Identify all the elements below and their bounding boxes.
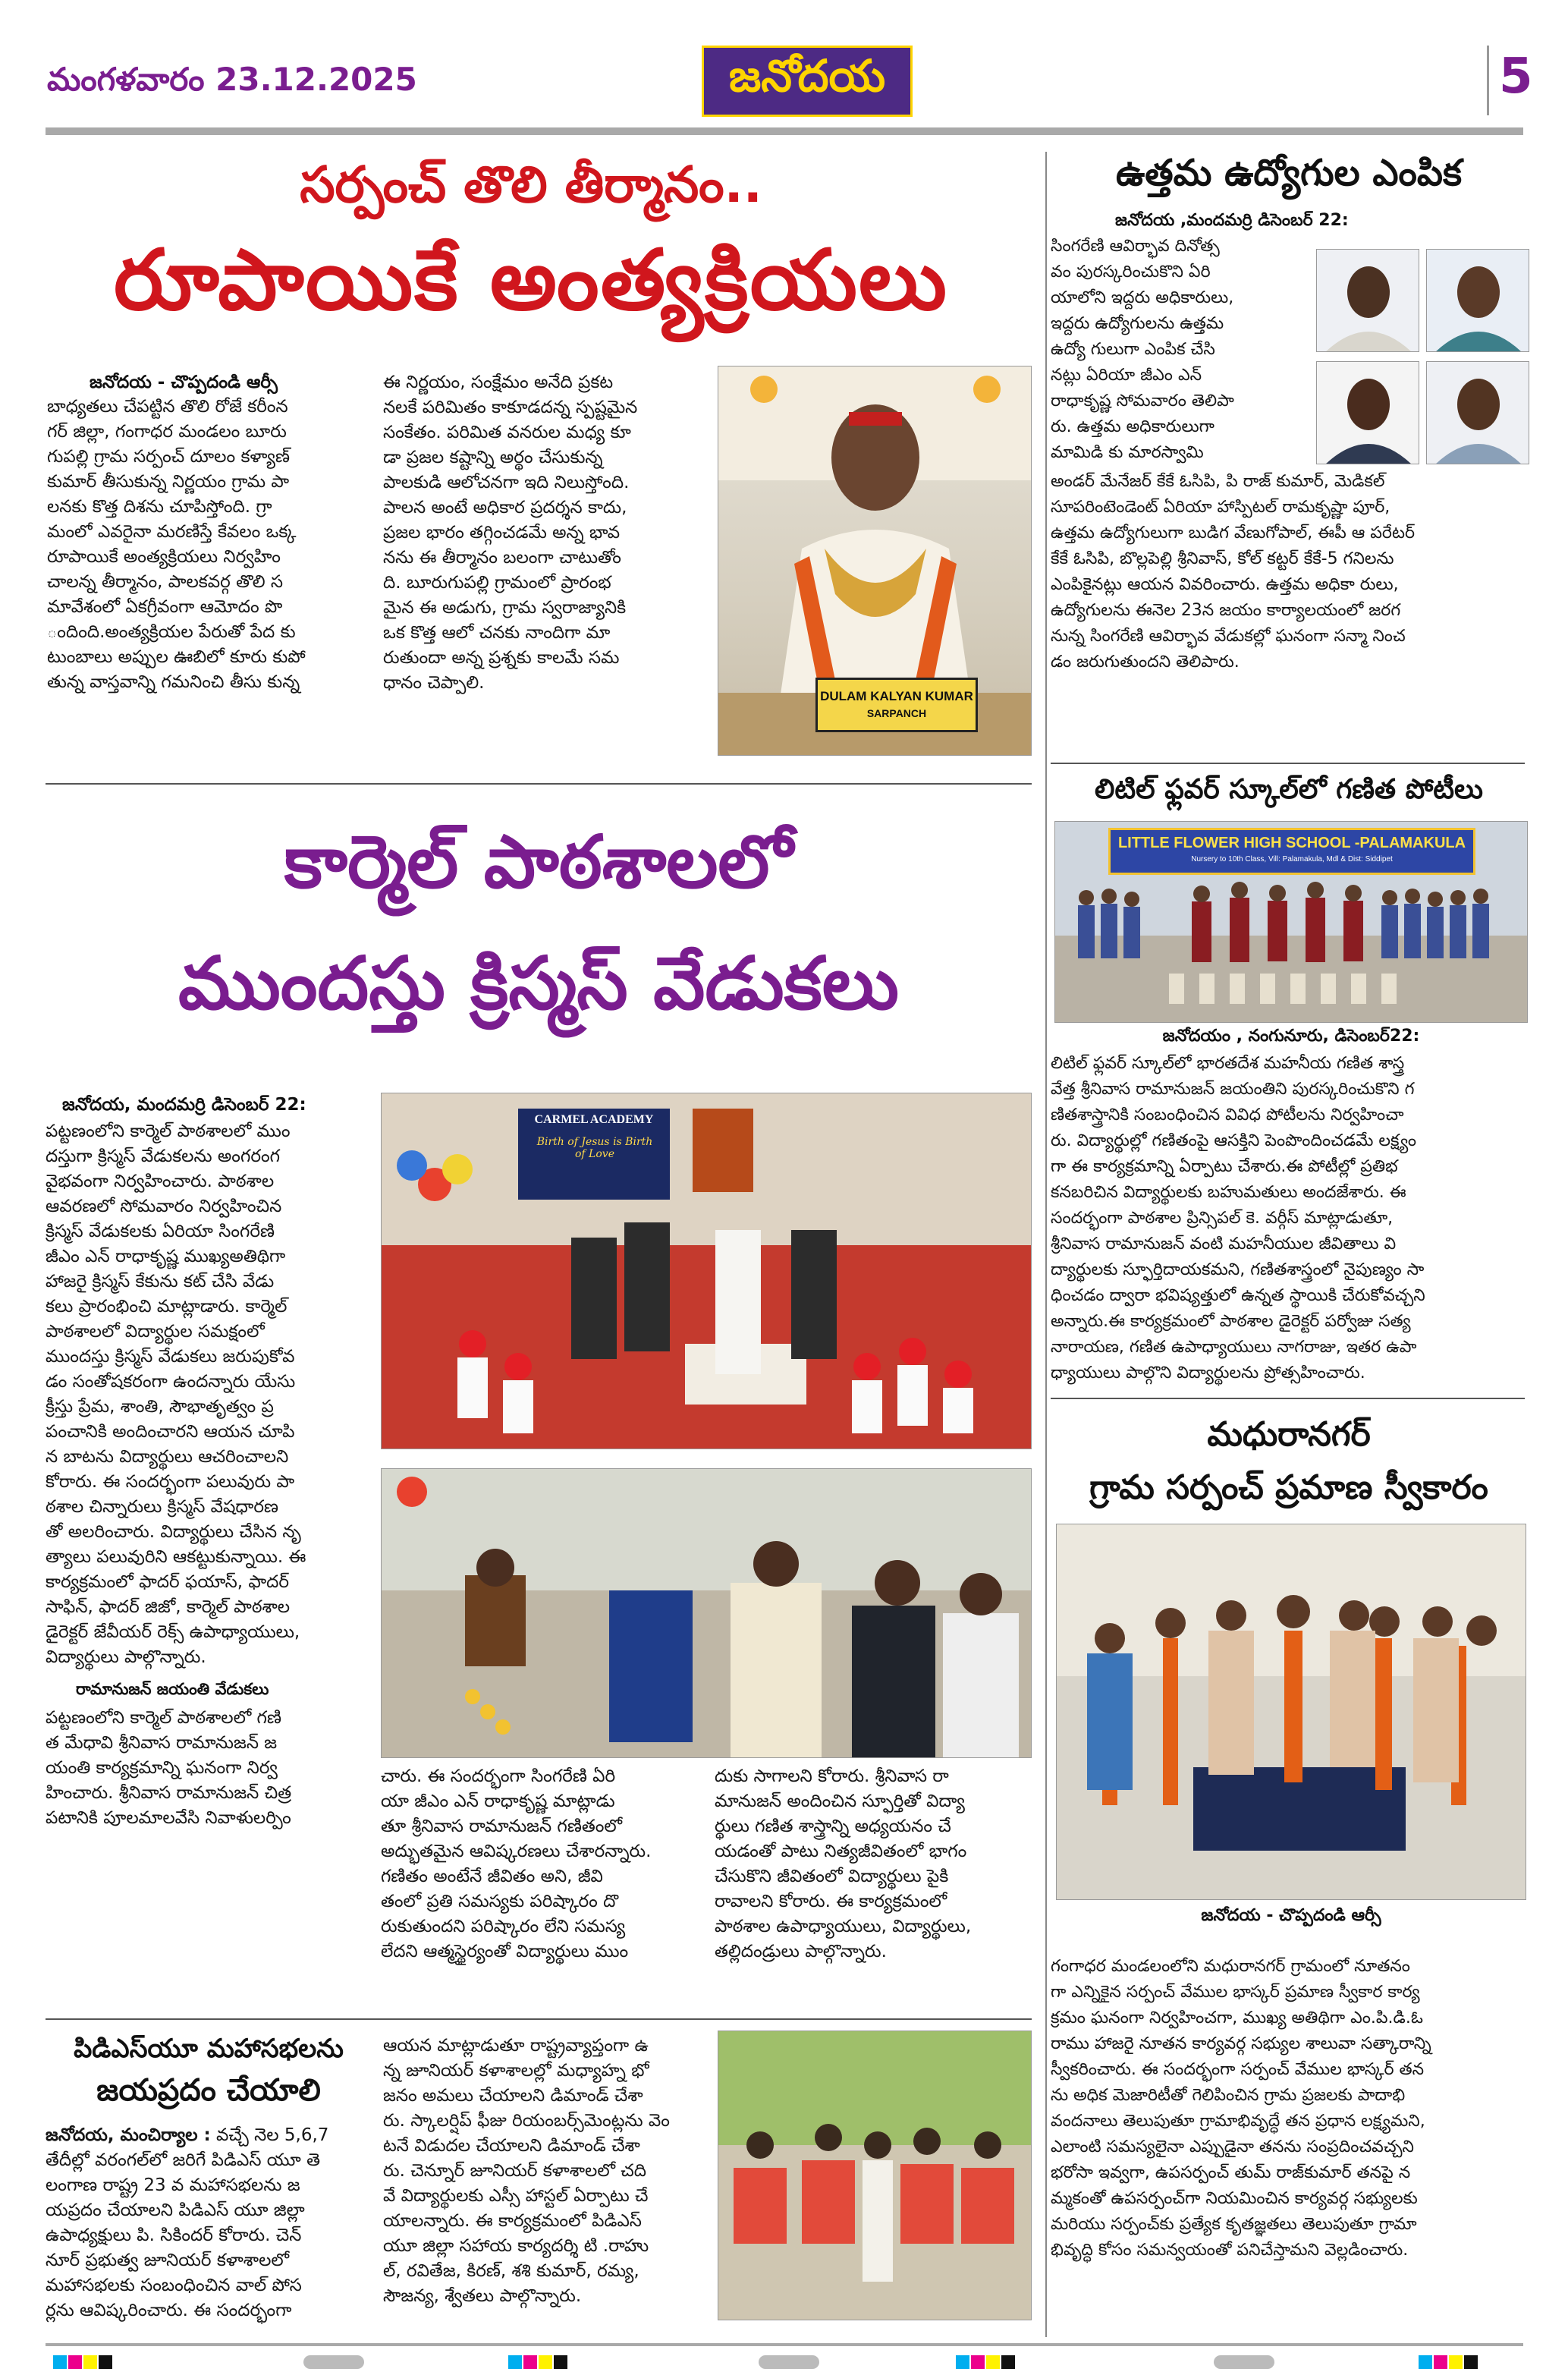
registration-marks — [53, 2355, 1517, 2370]
carmel-banner-script: Birth of Jesus is Birth of Love — [536, 1136, 653, 1160]
madhuranagar-headline-1: మధురానగర్ — [1207, 1415, 1371, 1454]
littleflower-headline: లిటిల్ ఫ్లవర్ స్కూల్‌లో గణిత పోటీలు — [1094, 774, 1483, 805]
uttama-byline: జనోదయ ,మందమర్రి డిసెంబర్ 22: — [1115, 211, 1349, 230]
employee-photo-2 — [1426, 249, 1529, 352]
carmel-col3: దుకు సాగాలని కోరారు. శ్రీనివాస రా మానుజన్ అందించిన స్ఫూర్తితో విద్యా ర్థులు గణిత శాస్త్రాన్ని అధ్యయనం చే యడంతో పాటు నిత్యజీవితంలో భాగం చేసుకొని జీవితంలో విద్యార్థులు పైకి రావాలని కోరారు. ఈ కార్యక్రమంలో పాఠశాల ఉపాధ్యాయులు, విద్యార్థులు, తల్లిదండ్రులు పాల్గొన్నారు. — [715, 1766, 972, 1961]
littleflower-body: లిటిల్ ఫ్లవర్ స్కూల్‌లో భారతదేశ మహనీయ గణిత శాస్త్ర వేత్త శ్రీనివాస రామానుజన్ జయంతిని పురస్కరించుకొని గ ణితశాస్త్రానికి సంబంధించిన వివిధ పోటీలను నిర్వహించా రు. విద్యార్థుల్లో గణితంపై ఆసక్తిని పెంపొందించడమే లక్ష్యం గా ఈ కార్యక్రమాన్ని ఏర్పాటు చేశారు.ఈ పోటీల్లో ప్రతిభ కనబరిచిన విద్యార్థులకు బహుమతులు అందజేశారు. ఈ సందర్భంగా పాఠశాల ప్రిన్సిపల్ కె. వర్గీస్ మాట్లాడుతూ, శ్రీనివాస రామానుజన్ వంటి మహనీయుల జీవితాలు వి ద్యార్థులకు స్ఫూర్తిదాయకమని, గణితశాస్త్రంలో నైపుణ్యం సా ధించడం ద్వారా భవిష్యత్తులో ఉన్నత స్థాయికి చేరుకోవచ్చని అన్నారు.ఈ కార్యక్రమంలో పాఠశాల డైరెక్టర్ పర్వోజు సత్య నారాయణ, గణిత ఉపాధ్యాయులు నాగరాజు, ఇతర ఉపా ధ్యాయులు పాల్గొని విద్యార్థులను ప్రోత్సహించారు. — [1051, 1054, 1425, 1383]
pdsu-headline-1: పిడిఎస్‌యూ మహాసభలను — [74, 2034, 344, 2064]
nameplate-title: SARPANCH — [866, 707, 927, 719]
brand-logo-text: జనోదయ — [728, 49, 886, 102]
cake-cutting-figure — [382, 1093, 1032, 1449]
reg-pill-2 — [759, 2355, 819, 2369]
uttama-bottom-rule — [1051, 763, 1525, 764]
uttama-headline: ఉత్తమ ఉద్యోగుల ఎంపిక — [1115, 152, 1463, 194]
footer-rule — [46, 2343, 1523, 2346]
madhuranagar-headline-2: గ్రామ సర్పంచ్ ప్రమాణ స్వీకారం — [1089, 1468, 1488, 1507]
tribute-figure — [382, 1469, 1032, 1758]
school-banner-sub: Nursery to 10th Class, Vill: Palamakula, Mdl & Dist: Siddipet — [1191, 855, 1393, 863]
littleflower-photo — [1054, 821, 1528, 1023]
masthead-rule — [46, 127, 1523, 135]
employee-photo-3 — [1316, 361, 1419, 464]
reg-pill-3 — [1214, 2355, 1274, 2369]
littleflower-caption: జనోదయం , నంగునూరు, డిసెంబర్22: — [1162, 1027, 1420, 1046]
uttama-wide: అండర్ మేనేజర్ కేకే ఓసిపి, పి రాజ్ కుమార్, మెడికల్ సూపరింటెండెంట్ ఏరియా హాస్పిటల్ రామకృష్ణా పూర్, ఉత్తమ ఉద్యోగులుగా బుడిగ వేణుగోపాల్, ఈపీ ఆ పరేటర్ కేకే ఓసిపి, బొల్లపెల్లి శ్రీనివాస్, కోల్ కట్టర్ కేకే-5 గనిలను ఎంపికైనట్లు ఆయన వివరించారు. ఉత్తమ అధికా రులు, ఉద్యోగులను ఈనెల 23న జయం కార్యాలయంలో జరగ నున్న సింగరేణి ఆవిర్భావ వేడుకల్లో ఘనంగా సన్మా నించ డం జరుగుతుందని తెలిపారు. — [1051, 472, 1415, 672]
carmel-headline-2: ముందస్తు క్రిస్మస్ వేడుకలు — [178, 941, 900, 1026]
masthead-date: మంగళవారం 23.12.2025 — [47, 61, 417, 98]
oath-ceremony-figure — [1057, 1524, 1526, 1900]
carmel-col1: పట్టణంలోని కార్మెల్ పాఠశాలలో ముం దస్తుగా క్రిస్మస్ వేడుకలను అంగరంగ వైభవంగా నిర్వహించారు. పాఠశాల ఆవరణలో సోమవారం నిర్వహించిన క్రిస్మస్ వేడుకలకు ఏరియా సింగరేణి జీఎం ఎన్ రాధాకృష్ణ ముఖ్యఅతిథిగా హాజరై క్రిస్మస్ కేకును కట్ చేసి వేడు కలు ప్రారంభించి మాట్లాడారు. కార్మెల్ పాఠశాలలో విద్యార్థుల సమక్షంలో ముందస్తు క్రిస్మస్ వేడుకలు జరుపుకోవ డం సంతోషకరంగా ఉందన్నారు యేసు క్రీస్తు ప్రేమ, శాంతి, సౌభాతృత్వం ప్ర పంచానికి అందించారని ఆయన చూపి న బాటను విద్యార్థులు ఆచరించాలని కోరారు. ఈ సందర్భంగా పలువురు పా ఠశాల చిన్నారులు క్రిస్మస్ వేషధారణ తో అలరించారు. విద్యార్థులు చేసిన నృ త్యాలు పలువురిని ఆకట్టుకున్నాయి. ఈ కార్యక్రమంలో ఫాదర్ ఫయాస్, ఫాదర్ సాఫిన్, ఫాదర్ జిజో, కార్మెల్ పాఠశాల డైరెక్టర్ జేవీయర్ రెక్స్ ఉపాధ్యాయులు, విద్యార్థులు పాల్గొన్నారు. — [46, 1121, 306, 1667]
madhuranagar-body: గంగాధర మండలంలోని మధురానగర్ గ్రామంలో నూతనం గా ఎన్నికైన సర్పంచ్ వేముల భాస్కర్ ప్రమాణ స్వీకార కార్య క్రమం ఘనంగా నిర్వహించగా, ముఖ్య అతిథిగా ఎం.పి.డి.ఓ రాము హాజరై నూతన కార్యవర్గ సభ్యుల శాలువా సత్కారాన్ని స్వీకరించారు. ఈ సందర్భంగా సర్పంచ్ వేముల భాస్కర్ తన ను అధిక మెజారిటీతో గెలిపించిన గ్రామ ప్రజలకు పాదాభి వందనాలు తెలుపుతూ గ్రామాభివృద్ధే తన ప్రధాన లక్ష్యమని, ఎలాంటి సమస్యలైనా ఎప్పుడైనా తనను సంప్రదించవచ్చని భరోసా ఇవ్వగా, ఉపసర్పంచ్ తుమ్ రాజ్‌కుమార్ తనపై న మ్మకంతో ఉపసర్పంచ్‌గా నియమించిన కార్యవర్గ సభ్యులకు మరియు సర్పంచ్‌కు ప్రత్యేక కృతజ్ఞతలు తెలుపుతూ గ్రామా భివృద్ధి కోసం సమన్వయంతో పనిచేస్తామని వెల్లడించారు. — [1051, 1957, 1431, 2260]
pdsu-col1 — [46, 2123, 372, 2323]
reg-strip-4 — [1419, 2355, 1479, 2372]
lead-byline: జనోదయ - చొప్పదండి ఆర్సీ — [90, 373, 278, 392]
uttama-narrow: సింగరేణి ఆవిర్భావ దినోత్స వం పురస్కరించుకొని ఏరి యాలోని ఇద్దరు అధికారులు, ఇద్దరు ఉద్యోగులను ఉత్తమ ఉద్యో గులుగా ఎంపిక చేసి నట్లు ఏరియా జీఎం ఎన్ రాధాకృష్ణ సోమవారం తెలిపా రు. ఉత్తమ అధికారులుగా మామిడి కు మారస్వామి — [1051, 237, 1234, 462]
pdsu-headline-2: జయప్రదం చేయాలి — [96, 2073, 321, 2108]
employee-photo-1 — [1316, 249, 1419, 352]
madhuranagar-caption: జనోదయ - చొప్పదండి ఆర్సీ — [1201, 1906, 1381, 1925]
carmel-col1b: పట్టణంలోని కార్మెల్ పాఠశాలలో గణి త మేధావి శ్రీనివాస రామానుజన్ జ యంతి కార్యక్రమాన్ని ఘనంగా నిర్వ హించారు. శ్రీనివాస రామానుజన్ చిత్ర పటానికి పూలమాలవేసి నివాళులర్పిం — [46, 1708, 292, 1828]
reg-strip-1 — [53, 2355, 114, 2372]
carmel-bottom-rule — [46, 2018, 1032, 2020]
pdsu-col2: ఆయన మాట్లాడుతూ రాష్ట్రవ్యాప్తంగా ఉ న్న జూనియర్ కళాశాలల్లో మధ్యాహ్న భో జనం అమలు చేయాలని డిమాండ్ చేశా రు. స్కాలర్షిప్ ఫీజు రియంబర్స్‌మెంట్లను వెం టనే విడుదల చేయాలని డిమాండ్ చేశా రు. చెన్నూర్ జూనియర్ కళాశాలలో చది వే విద్యార్థులకు ఎస్సీ హాస్టల్ ఏర్పాటు చే యాలన్నారు. ఈ కార్యక్రమంలో పిడిఎస్ యూ జిల్లా సహాయ కార్యదర్శి టి .రాహు ల్, రవితేజ, కిరణ్, శశి కుమార్, రమ్య, సౌజన్య, శ్వేతలు పాల్గొన్నారు. — [383, 2036, 670, 2306]
carmel-byline: జనోదయ, మందమర్రి డిసెంబర్ 22: — [62, 1095, 306, 1115]
masthead-page-divider — [1487, 46, 1489, 115]
pdsu-col1-text: వచ్చే నెల 5,6,7 తేదీల్లో వరంగల్‌లో జరిగే పిడిఎస్ యూ తె లంగాణ రాష్ట్ర 23 వ మహాసభలను జ యప్రదం చేయాలని పిడిఎస్ యూ జిల్లా ఉపాధ్యక్షులు పి. సికిందర్ కోరారు. చెన్ నూర్ ప్రభుత్వ జూనియర్ కళాశాలలో మహాసభలకు సంబంధించిన వాల్ పోస ర్లను ఆవిష్కరించారు. ఈ సందర్భంగా — [46, 2125, 329, 2320]
school-banner-title: LITTLE FLOWER HIGH SCHOOL -PALAMAKULA — [1117, 835, 1466, 851]
lead-col2: ఈ నిర్ణయం, సంక్షేమం అనేది ప్రకట నలకే పరిమితం కాకూడదన్న స్పష్టమైన సంకేతం. పరిమిత వనరుల మధ్య కూ డా ప్రజల కష్టాన్ని అర్థం చేసుకున్న పాలకుడి ఆలోచనగా ఇది నిలుస్తోంది. పాలన అంటే అధికార ప్రదర్శన కాదు, ప్రజల భారం తగ్గించడమే అన్న భావ నను ఈ తీర్మానం బలంగా చాటుతోం ది. బూరుగుపల్లి గ్రామంలో ప్రారంభ మైన ఈ అడుగు, గ్రామ స్వరాజ్యానికి ఒక కొత్త ఆలో చనకు నాందిగా మా రుతుందా అన్న ప్రశ్నకు కాలమే సమ ధానం చెప్పాలి. — [383, 373, 638, 693]
employee-photo-4 — [1426, 361, 1529, 464]
ramanujan-tribute-photo — [381, 1468, 1032, 1758]
lead-kicker: సర్పంచ్ తొలి తీర్మానం.. — [300, 156, 762, 214]
madhuranagar-photo — [1056, 1524, 1526, 1900]
carmel-col2: చారు. ఈ సందర్భంగా సింగరేణి ఏరి యా జీఎం ఎన్ రాధాకృష్ణ మాట్లాడు తూ శ్రీనివాస రామానుజన్ గణితంలో అద్భుతమైన ఆవిష్కరణలు చేశారన్నారు. గణితం అంటేనే జీవితం అని, జీవి తంలో ప్రతి సమస్యకు పరిష్కారం దొ రుకుతుందని పరిష్కారం లేని సమస్య లేదని ఆత్మస్థైర్యంతో విద్యార్థులు ముం — [381, 1766, 652, 1961]
right-column-rule — [1045, 152, 1047, 2337]
pdsu-poster-photo — [718, 2031, 1032, 2320]
carmel-cake-photo — [381, 1093, 1032, 1449]
reg-strip-3 — [956, 2355, 1017, 2372]
lead-bottom-rule — [46, 783, 1032, 785]
lead-col1: బాధ్యతలు చేపట్టిన తొలి రోజే కరీంన గర్ జిల్లా, గంగాధర మండలం బూరు గుపల్లి గ్రామ సర్పంచ్ దూలం కళ్యాణ్ కుమార్ తీసుకున్న నిర్ణయం గ్రామ పా లనకు కొత్త దిశను చూపిస్తోంది. గ్రా మంలో ఎవరైనా మరణిస్తే కేవలం ఒక్క రూపాయికే అంత్యక్రియలు నిర్వహిం చాలన్న తీర్మానం, పాలకవర్గ తొలి స మావేశంలో ఏకగ్రీవంగా ఆమోదం పొ ందింది.అంత్యక్రియల పేరుతో పేద కు టుంబాలు అప్పుల ఊబిలో కూరు కుపో తున్న వాస్తవాన్ని గమనించి తీసు కున్న — [47, 397, 306, 692]
brand-logo — [702, 46, 913, 117]
poster-release-figure — [718, 2031, 1032, 2320]
page-number: 5 — [1499, 49, 1533, 105]
reg-strip-2 — [508, 2355, 569, 2372]
nameplate-name: DULAM KALYAN KUMAR — [820, 689, 973, 703]
lead-headline: రూపాయికే అంత్యక్రియలు — [114, 231, 948, 329]
reg-pill-1 — [303, 2355, 364, 2369]
students-group — [1055, 822, 1528, 1023]
littleflower-bottom-rule — [1051, 1398, 1525, 1399]
sarpanch-nameplate — [815, 678, 978, 732]
carmel-headline-1: కార్మెల్ పాఠశాలలో — [284, 819, 793, 904]
carmel-banner: CARMEL ACADEMY — [534, 1113, 654, 1126]
sarpanch-photo — [718, 366, 1032, 756]
pdsu-byline: జనోదయ, మంచిర్యాల : — [46, 2125, 211, 2145]
carmel-subhead: రామానుజన్ జయంతి వేడుకలు — [76, 1680, 269, 1698]
